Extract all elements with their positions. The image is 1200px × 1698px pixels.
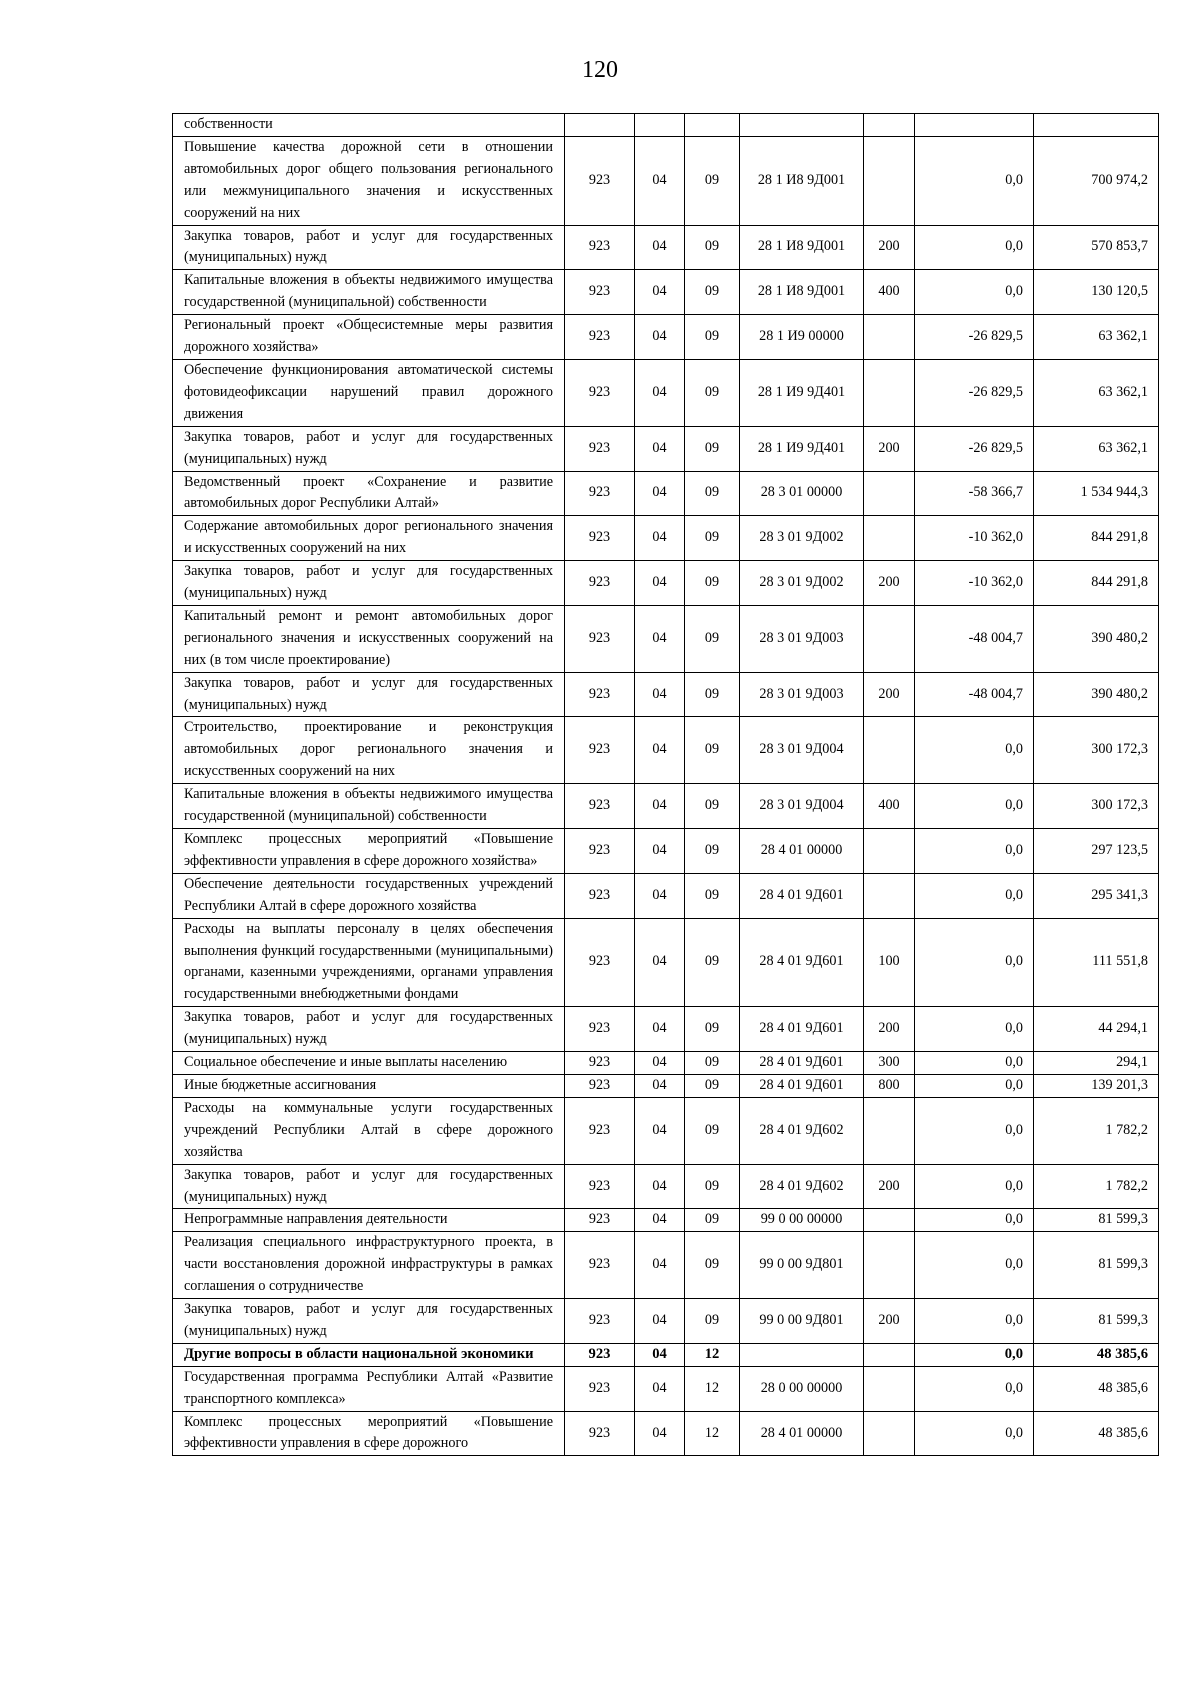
target-article-cell: 99 0 00 9Д801 — [740, 1299, 864, 1344]
expense-type-cell: 300 — [864, 1052, 915, 1075]
target-article-cell: 28 3 01 00000 — [740, 471, 864, 516]
expense-type-cell — [864, 873, 915, 918]
subsection-code-cell: 09 — [685, 426, 740, 471]
table-row — [173, 784, 1159, 829]
table-body — [173, 114, 1159, 1456]
target-article-cell: 28 1 И8 9Д001 — [740, 270, 864, 315]
change-amount-cell: 0,0 — [915, 225, 1034, 270]
target-article-cell: 28 3 01 9Д002 — [740, 516, 864, 561]
target-article-cell: 28 4 01 00000 — [740, 1411, 864, 1456]
total-amount-cell: 844 291,8 — [1034, 516, 1159, 561]
expense-type-cell — [864, 717, 915, 784]
ministry-code-cell: 923 — [565, 471, 635, 516]
total-amount-cell: 1 782,2 — [1034, 1164, 1159, 1209]
expense-name-cell: Содержание автомобильных дорог регионального значения и искусственных сооружений на них — [173, 516, 565, 561]
expense-name-cell: Реализация специального инфраструктурного проекта, в части восстановления дорожной инфраструктуры в рамках соглашения о сотрудничестве — [173, 1232, 565, 1299]
expense-name-cell: Повышение качества дорожной сети в отношении автомобильных дорог общего пользования регионального или межмуниципального значения и искусственных сооружений на них — [173, 136, 565, 225]
target-article-cell: 28 4 01 9Д601 — [740, 873, 864, 918]
table-row — [173, 829, 1159, 874]
target-article-cell: 28 0 00 00000 — [740, 1366, 864, 1411]
table-row — [173, 605, 1159, 672]
table-row — [173, 1052, 1159, 1075]
ministry-code-cell: 923 — [565, 359, 635, 426]
subsection-code-cell: 09 — [685, 136, 740, 225]
target-article-cell: 28 1 И9 00000 — [740, 315, 864, 360]
budget-table — [172, 113, 1159, 1456]
expense-type-cell — [864, 516, 915, 561]
expense-name-cell: Ведомственный проект «Сохранение и развитие автомобильных дорог Республики Алтай» — [173, 471, 565, 516]
change-amount-cell: -58 366,7 — [915, 471, 1034, 516]
section-code-cell: 04 — [635, 1343, 685, 1366]
total-amount-cell: 81 599,3 — [1034, 1209, 1159, 1232]
total-amount-cell: 295 341,3 — [1034, 873, 1159, 918]
ministry-code-cell — [565, 114, 635, 137]
section-code-cell: 04 — [635, 426, 685, 471]
ministry-code-cell: 923 — [565, 315, 635, 360]
target-article-cell: 28 3 01 9Д003 — [740, 672, 864, 717]
target-article-cell: 28 1 И9 9Д401 — [740, 359, 864, 426]
target-article-cell — [740, 114, 864, 137]
section-code-cell: 04 — [635, 270, 685, 315]
section-code-cell: 04 — [635, 359, 685, 426]
target-article-cell: 28 4 01 00000 — [740, 829, 864, 874]
section-code-cell: 04 — [635, 605, 685, 672]
change-amount-cell: 0,0 — [915, 270, 1034, 315]
ministry-code-cell: 923 — [565, 1052, 635, 1075]
section-code-cell: 04 — [635, 561, 685, 606]
expense-name-cell: Закупка товаров, работ и услуг для государственных (муниципальных) нужд — [173, 672, 565, 717]
ministry-code-cell: 923 — [565, 672, 635, 717]
target-article-cell: 28 1 И9 9Д401 — [740, 426, 864, 471]
section-code-cell: 04 — [635, 1411, 685, 1456]
expense-name-cell: Комплекс процессных мероприятий «Повышение эффективности управления в сфере дорожного — [173, 1411, 565, 1456]
expense-type-cell: 400 — [864, 270, 915, 315]
expense-name-cell: Строительство, проектирование и реконструкция автомобильных дорог регионального значения и искусственных сооружений на них — [173, 717, 565, 784]
expense-type-cell: 400 — [864, 784, 915, 829]
change-amount-cell: -10 362,0 — [915, 561, 1034, 606]
subsection-code-cell: 09 — [685, 270, 740, 315]
total-amount-cell: 1 534 944,3 — [1034, 471, 1159, 516]
ministry-code-cell: 923 — [565, 829, 635, 874]
expense-type-cell — [864, 136, 915, 225]
total-amount-cell: 44 294,1 — [1034, 1007, 1159, 1052]
expense-type-cell: 200 — [864, 225, 915, 270]
change-amount-cell: 0,0 — [915, 1366, 1034, 1411]
change-amount-cell: -10 362,0 — [915, 516, 1034, 561]
expense-type-cell — [864, 471, 915, 516]
subsection-code-cell: 09 — [685, 359, 740, 426]
total-amount-cell: 48 385,6 — [1034, 1366, 1159, 1411]
section-code-cell: 04 — [635, 1074, 685, 1097]
subsection-code-cell: 09 — [685, 315, 740, 360]
total-amount-cell: 700 974,2 — [1034, 136, 1159, 225]
change-amount-cell: 0,0 — [915, 784, 1034, 829]
table-row — [173, 1299, 1159, 1344]
section-code-cell: 04 — [635, 1007, 685, 1052]
section-code-cell: 04 — [635, 918, 685, 1007]
target-article-cell: 28 4 01 9Д601 — [740, 918, 864, 1007]
subsection-code-cell: 09 — [685, 1164, 740, 1209]
total-amount-cell: 1 782,2 — [1034, 1097, 1159, 1164]
subsection-code-cell: 09 — [685, 1232, 740, 1299]
expense-type-cell: 800 — [864, 1074, 915, 1097]
expense-type-cell: 200 — [864, 1164, 915, 1209]
ministry-code-cell: 923 — [565, 873, 635, 918]
target-article-cell: 28 1 И8 9Д001 — [740, 136, 864, 225]
table-row — [173, 873, 1159, 918]
table-row — [173, 561, 1159, 606]
total-amount-cell: 63 362,1 — [1034, 359, 1159, 426]
change-amount-cell: 0,0 — [915, 1052, 1034, 1075]
change-amount-cell: 0,0 — [915, 1343, 1034, 1366]
target-article-cell: 28 3 01 9Д004 — [740, 717, 864, 784]
subsection-code-cell: 12 — [685, 1411, 740, 1456]
change-amount-cell: 0,0 — [915, 1299, 1034, 1344]
expense-name-cell: Закупка товаров, работ и услуг для государственных (муниципальных) нужд — [173, 1007, 565, 1052]
expense-name-cell: Закупка товаров, работ и услуг для государственных (муниципальных) нужд — [173, 225, 565, 270]
target-article-cell: 28 1 И8 9Д001 — [740, 225, 864, 270]
change-amount-cell: 0,0 — [915, 1232, 1034, 1299]
expense-type-cell: 200 — [864, 1007, 915, 1052]
ministry-code-cell: 923 — [565, 561, 635, 606]
section-code-cell: 04 — [635, 1299, 685, 1344]
target-article-cell: 99 0 00 00000 — [740, 1209, 864, 1232]
subsection-code-cell: 09 — [685, 471, 740, 516]
ministry-code-cell: 923 — [565, 784, 635, 829]
expense-type-cell: 200 — [864, 426, 915, 471]
subsection-code-cell: 09 — [685, 1074, 740, 1097]
change-amount-cell: 0,0 — [915, 829, 1034, 874]
total-amount-cell: 81 599,3 — [1034, 1232, 1159, 1299]
total-amount-cell: 300 172,3 — [1034, 717, 1159, 784]
section-code-cell: 04 — [635, 516, 685, 561]
ministry-code-cell: 923 — [565, 136, 635, 225]
change-amount-cell: -48 004,7 — [915, 605, 1034, 672]
table-row — [173, 516, 1159, 561]
ministry-code-cell: 923 — [565, 717, 635, 784]
section-code-cell: 04 — [635, 1097, 685, 1164]
section-code-cell: 04 — [635, 136, 685, 225]
expense-type-cell: 200 — [864, 561, 915, 606]
section-code-cell: 04 — [635, 471, 685, 516]
target-article-cell: 99 0 00 9Д801 — [740, 1232, 864, 1299]
table-row — [173, 426, 1159, 471]
page-number: 120 — [582, 57, 618, 83]
expense-name-cell: Социальное обеспечение и иные выплаты населению — [173, 1052, 565, 1075]
subsection-code-cell: 09 — [685, 784, 740, 829]
subsection-code-cell: 09 — [685, 829, 740, 874]
change-amount-cell — [915, 114, 1034, 137]
expense-type-cell — [864, 1209, 915, 1232]
total-amount-cell: 297 123,5 — [1034, 829, 1159, 874]
change-amount-cell: -26 829,5 — [915, 315, 1034, 360]
change-amount-cell: 0,0 — [915, 1097, 1034, 1164]
expense-type-cell — [864, 114, 915, 137]
change-amount-cell: 0,0 — [915, 918, 1034, 1007]
table-row — [173, 359, 1159, 426]
total-amount-cell: 130 120,5 — [1034, 270, 1159, 315]
target-article-cell: 28 4 01 9Д601 — [740, 1074, 864, 1097]
expense-name-cell: Региональный проект «Общесистемные меры развития дорожного хозяйства» — [173, 315, 565, 360]
total-amount-cell: 390 480,2 — [1034, 605, 1159, 672]
table-row — [173, 270, 1159, 315]
ministry-code-cell: 923 — [565, 1007, 635, 1052]
change-amount-cell: 0,0 — [915, 1007, 1034, 1052]
total-amount-cell: 570 853,7 — [1034, 225, 1159, 270]
subsection-code-cell — [685, 114, 740, 137]
total-amount-cell: 300 172,3 — [1034, 784, 1159, 829]
section-code-cell: 04 — [635, 873, 685, 918]
ministry-code-cell: 923 — [565, 605, 635, 672]
section-code-cell: 04 — [635, 672, 685, 717]
expense-name-cell: Закупка товаров, работ и услуг для государственных (муниципальных) нужд — [173, 1164, 565, 1209]
subsection-code-cell: 09 — [685, 873, 740, 918]
target-article-cell: 28 4 01 9Д601 — [740, 1052, 864, 1075]
table-row — [173, 1007, 1159, 1052]
expense-name-cell: Обеспечение деятельности государственных учреждений Республики Алтай в сфере дорожного хозяйства — [173, 873, 565, 918]
subsection-code-cell: 12 — [685, 1366, 740, 1411]
ministry-code-cell: 923 — [565, 1366, 635, 1411]
expense-name-cell: Капитальные вложения в объекты недвижимого имущества государственной (муниципальной) собственности — [173, 784, 565, 829]
section-code-cell: 04 — [635, 315, 685, 360]
expense-type-cell — [864, 315, 915, 360]
expense-type-cell — [864, 605, 915, 672]
ministry-code-cell: 923 — [565, 1209, 635, 1232]
change-amount-cell: 0,0 — [915, 1411, 1034, 1456]
target-article-cell: 28 3 01 9Д004 — [740, 784, 864, 829]
target-article-cell: 28 3 01 9Д002 — [740, 561, 864, 606]
ministry-code-cell: 923 — [565, 1164, 635, 1209]
table-row — [173, 1209, 1159, 1232]
expense-type-cell — [864, 1097, 915, 1164]
section-code-cell: 04 — [635, 1164, 685, 1209]
total-amount-cell: 48 385,6 — [1034, 1411, 1159, 1456]
expense-type-cell: 200 — [864, 672, 915, 717]
table-row — [173, 136, 1159, 225]
subsection-code-cell: 09 — [685, 225, 740, 270]
table-row — [173, 471, 1159, 516]
total-amount-cell: 294,1 — [1034, 1052, 1159, 1075]
expense-type-cell — [864, 1411, 915, 1456]
subsection-code-cell: 12 — [685, 1343, 740, 1366]
table-row — [173, 1232, 1159, 1299]
expense-type-cell — [864, 1232, 915, 1299]
table-row — [173, 315, 1159, 360]
section-code-cell — [635, 114, 685, 137]
table-row — [173, 918, 1159, 1007]
table-row — [173, 1164, 1159, 1209]
ministry-code-cell: 923 — [565, 426, 635, 471]
expense-type-cell — [864, 1366, 915, 1411]
change-amount-cell: 0,0 — [915, 1164, 1034, 1209]
subsection-code-cell: 09 — [685, 672, 740, 717]
ministry-code-cell: 923 — [565, 1097, 635, 1164]
expense-type-cell: 200 — [864, 1299, 915, 1344]
ministry-code-cell: 923 — [565, 1411, 635, 1456]
target-article-cell: 28 4 01 9Д602 — [740, 1097, 864, 1164]
section-code-cell: 04 — [635, 717, 685, 784]
target-article-cell: 28 3 01 9Д003 — [740, 605, 864, 672]
change-amount-cell: 0,0 — [915, 717, 1034, 784]
subsection-code-cell: 09 — [685, 918, 740, 1007]
expense-type-cell — [864, 359, 915, 426]
ministry-code-cell: 923 — [565, 1299, 635, 1344]
table-row — [173, 225, 1159, 270]
subsection-code-cell: 09 — [685, 1209, 740, 1232]
expense-name-cell: Расходы на выплаты персоналу в целях обеспечения выполнения функций государственными (муниципальными) органами, казенными учреждениями, органами управления государственными внебюджетными фондами — [173, 918, 565, 1007]
subsection-code-cell: 09 — [685, 1097, 740, 1164]
table-row — [173, 672, 1159, 717]
section-code-cell: 04 — [635, 1052, 685, 1075]
expense-name-cell: Капитальный ремонт и ремонт автомобильных дорог регионального значения и искусственных сооружений на них (в том числе проектирование) — [173, 605, 565, 672]
expense-type-cell — [864, 829, 915, 874]
table-row — [173, 114, 1159, 137]
expense-type-cell: 100 — [864, 918, 915, 1007]
table-row — [173, 1411, 1159, 1456]
change-amount-cell: 0,0 — [915, 1074, 1034, 1097]
subsection-code-cell: 09 — [685, 1052, 740, 1075]
subsection-code-cell: 09 — [685, 516, 740, 561]
expense-name-cell: Закупка товаров, работ и услуг для государственных (муниципальных) нужд — [173, 1299, 565, 1344]
ministry-code-cell: 923 — [565, 225, 635, 270]
table-row — [173, 1074, 1159, 1097]
table-row — [173, 717, 1159, 784]
subsection-code-cell: 09 — [685, 1299, 740, 1344]
table-row — [173, 1366, 1159, 1411]
total-amount-cell: 111 551,8 — [1034, 918, 1159, 1007]
target-article-cell — [740, 1343, 864, 1366]
table-row — [173, 1097, 1159, 1164]
total-amount-cell: 390 480,2 — [1034, 672, 1159, 717]
subsection-code-cell: 09 — [685, 561, 740, 606]
section-code-cell: 04 — [635, 829, 685, 874]
target-article-cell: 28 4 01 9Д602 — [740, 1164, 864, 1209]
change-amount-cell: -26 829,5 — [915, 426, 1034, 471]
table-row — [173, 1343, 1159, 1366]
expense-name-cell: Комплекс процессных мероприятий «Повышение эффективности управления в сфере дорожного хозяйства» — [173, 829, 565, 874]
section-code-cell: 04 — [635, 1232, 685, 1299]
expense-name-cell: собственности — [173, 114, 565, 137]
ministry-code-cell: 923 — [565, 1343, 635, 1366]
ministry-code-cell: 923 — [565, 1074, 635, 1097]
total-amount-cell: 844 291,8 — [1034, 561, 1159, 606]
expense-name-cell: Закупка товаров, работ и услуг для государственных (муниципальных) нужд — [173, 426, 565, 471]
section-code-cell: 04 — [635, 1209, 685, 1232]
ministry-code-cell: 923 — [565, 918, 635, 1007]
subsection-code-cell: 09 — [685, 1007, 740, 1052]
subsection-code-cell: 09 — [685, 717, 740, 784]
expense-type-cell — [864, 1343, 915, 1366]
change-amount-cell: 0,0 — [915, 136, 1034, 225]
expense-name-cell: Государственная программа Республики Алтай «Развитие транспортного комплекса» — [173, 1366, 565, 1411]
total-amount-cell: 48 385,6 — [1034, 1343, 1159, 1366]
total-amount-cell: 63 362,1 — [1034, 426, 1159, 471]
target-article-cell: 28 4 01 9Д601 — [740, 1007, 864, 1052]
section-code-cell: 04 — [635, 1366, 685, 1411]
expense-name-cell: Расходы на коммунальные услуги государственных учреждений Республики Алтай в сфере дорожного хозяйства — [173, 1097, 565, 1164]
expense-name-cell: Обеспечение функционирования автоматической системы фотовидеофиксации нарушений правил дорожного движения — [173, 359, 565, 426]
change-amount-cell: 0,0 — [915, 1209, 1034, 1232]
total-amount-cell — [1034, 114, 1159, 137]
total-amount-cell: 63 362,1 — [1034, 315, 1159, 360]
section-code-cell: 04 — [635, 784, 685, 829]
change-amount-cell: -48 004,7 — [915, 672, 1034, 717]
section-code-cell: 04 — [635, 225, 685, 270]
expense-name-cell: Капитальные вложения в объекты недвижимого имущества государственной (муниципальной) собственности — [173, 270, 565, 315]
ministry-code-cell: 923 — [565, 1232, 635, 1299]
total-amount-cell: 139 201,3 — [1034, 1074, 1159, 1097]
expense-name-cell: Непрограммные направления деятельности — [173, 1209, 565, 1232]
ministry-code-cell: 923 — [565, 270, 635, 315]
change-amount-cell: -26 829,5 — [915, 359, 1034, 426]
total-amount-cell: 81 599,3 — [1034, 1299, 1159, 1344]
expense-name-cell: Иные бюджетные ассигнования — [173, 1074, 565, 1097]
expense-name-cell: Закупка товаров, работ и услуг для государственных (муниципальных) нужд — [173, 561, 565, 606]
expense-name-cell: Другие вопросы в области национальной экономики — [173, 1343, 565, 1366]
change-amount-cell: 0,0 — [915, 873, 1034, 918]
ministry-code-cell: 923 — [565, 516, 635, 561]
subsection-code-cell: 09 — [685, 605, 740, 672]
